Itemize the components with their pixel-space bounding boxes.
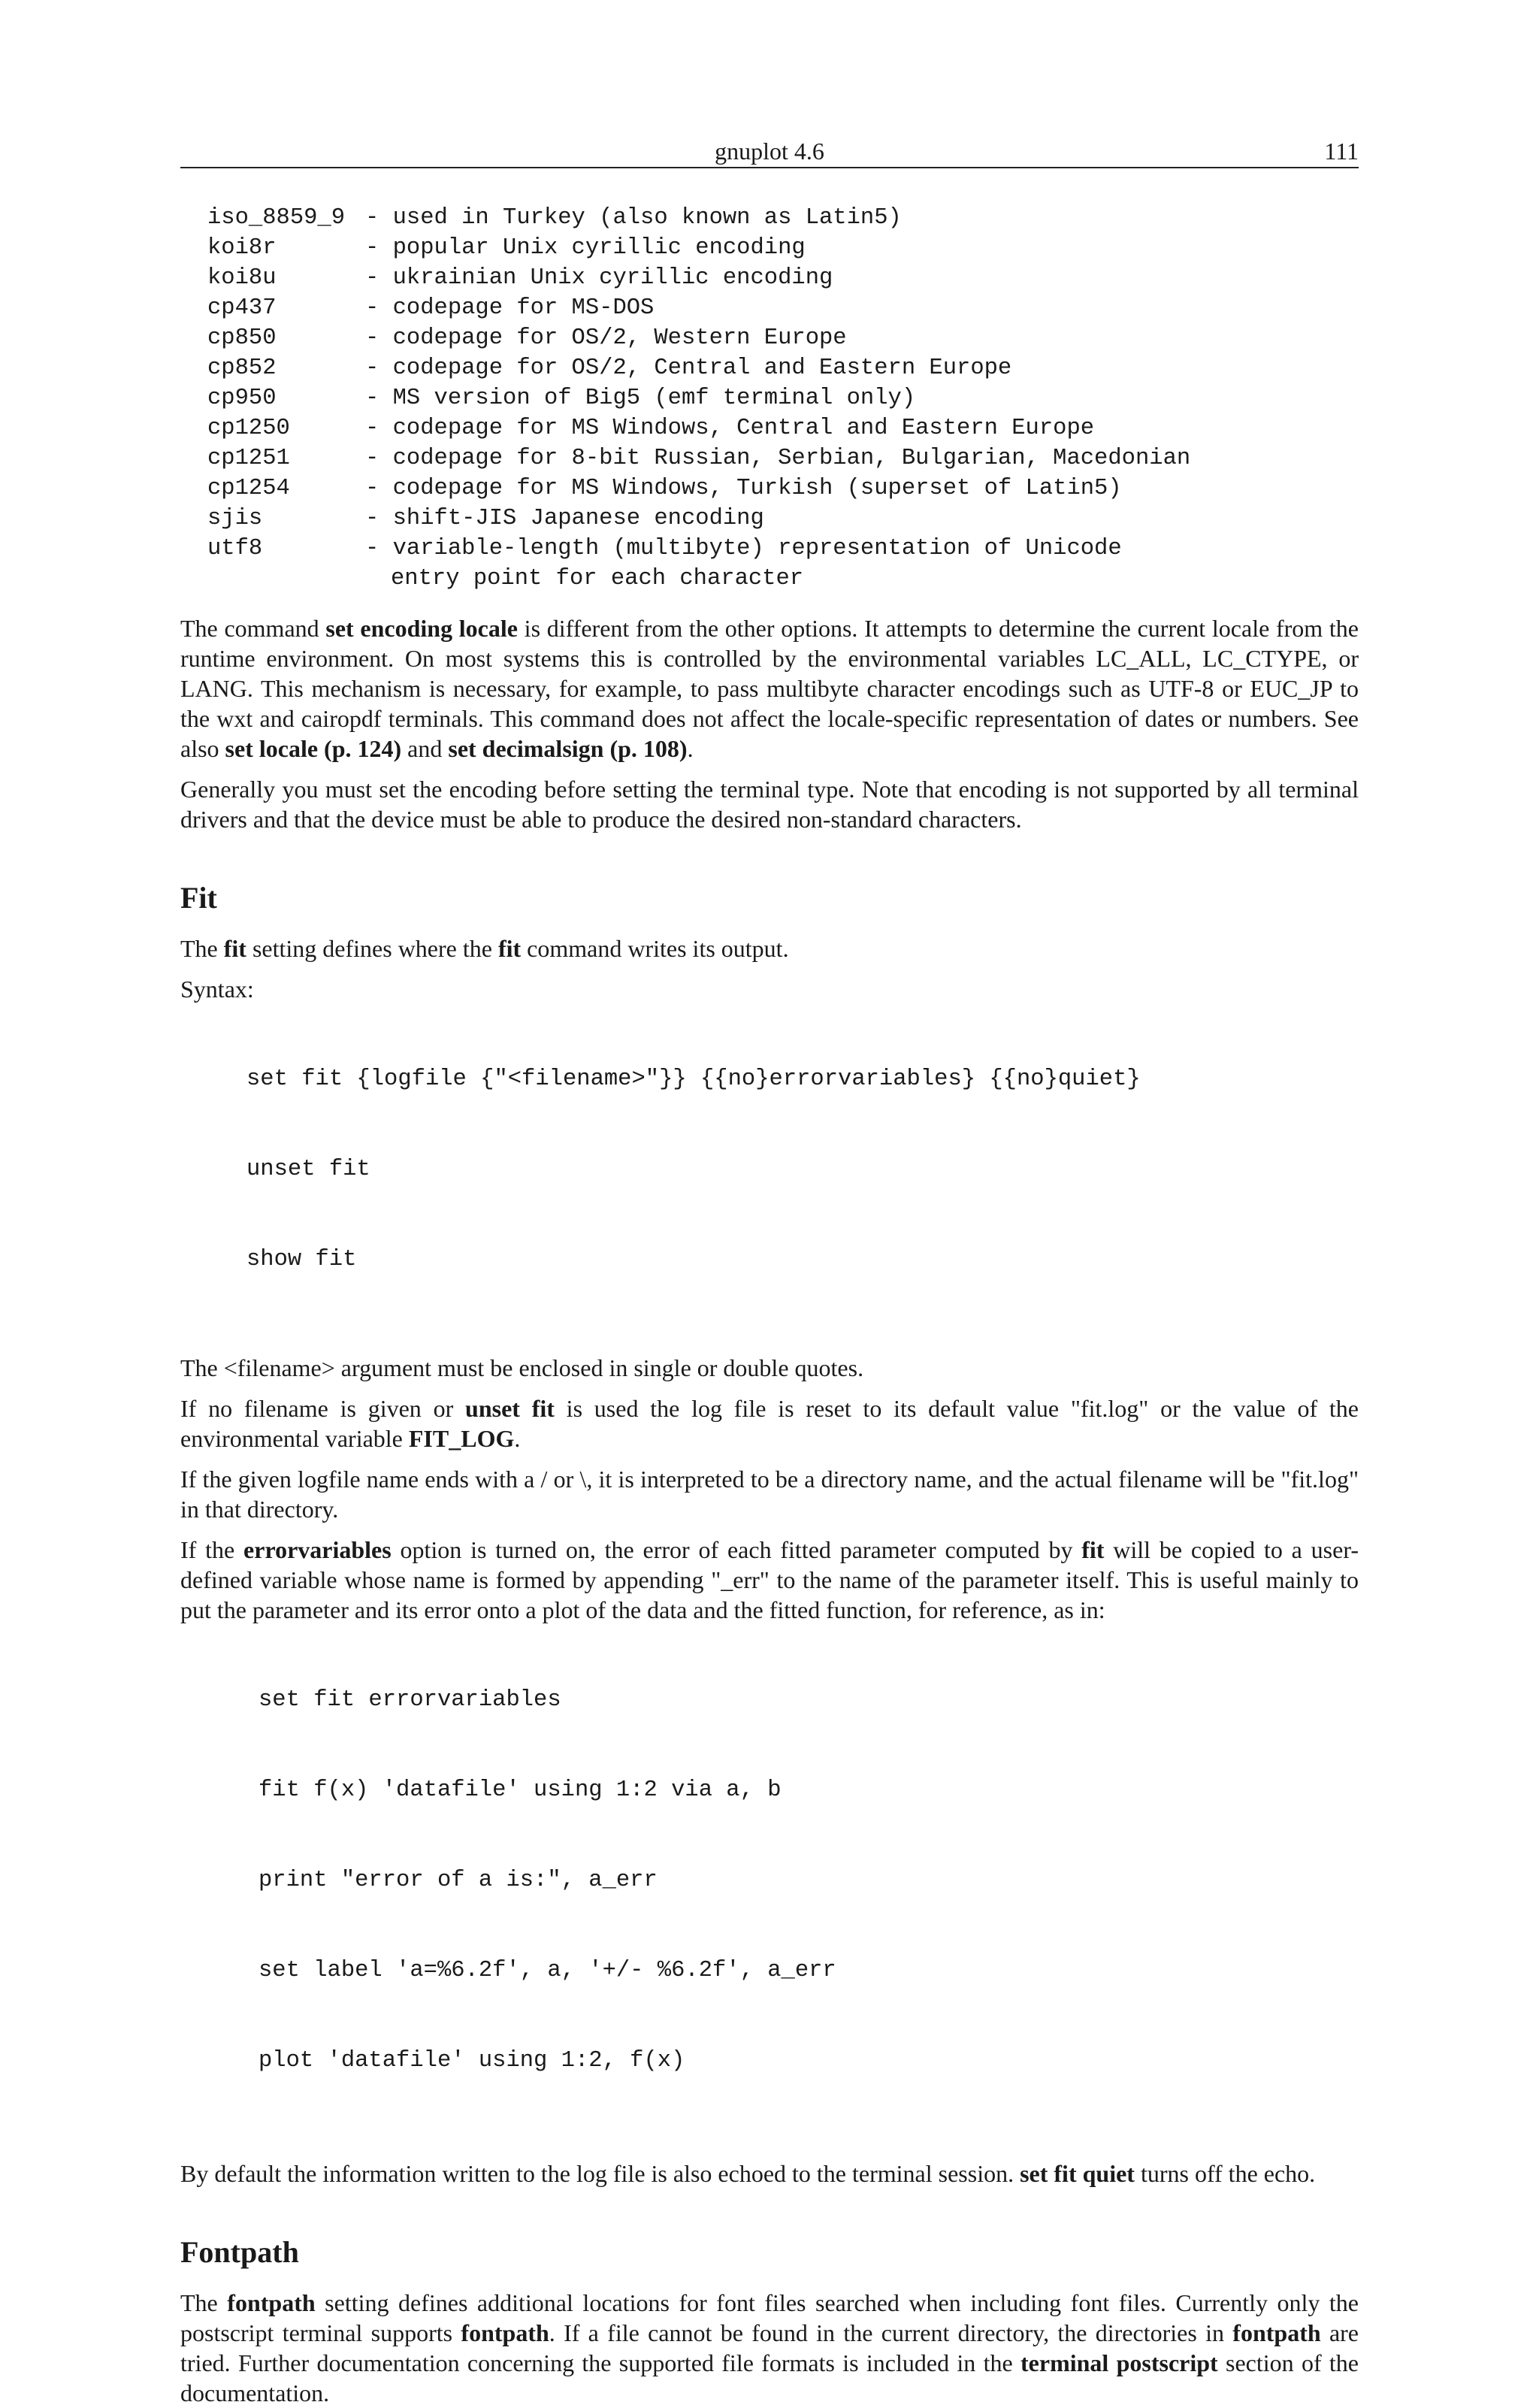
text-run: . <box>514 1425 521 1452</box>
code-line: print "error of a is:", a_err <box>259 1868 658 1893</box>
errorvariables-paragraph <box>180 1535 1359 1625</box>
code-line: show fit <box>246 1247 357 1272</box>
encoding-desc: - codepage for OS/2, Western Europe <box>365 325 847 351</box>
encoding-desc: - used in Turkey (also known as Latin5) <box>365 205 902 231</box>
encoding-name: utf8 <box>207 536 263 561</box>
encoding-row <box>207 353 1359 383</box>
encoding-desc: - ukrainian Unix cyrillic encoding <box>365 265 833 291</box>
text-run: If no filename is given or <box>180 1395 466 1422</box>
code-line: set fit {logfile {"<filename>"}} {{no}errorvariables} {{no}quiet} <box>246 1066 1141 1092</box>
document-page <box>180 135 1359 2408</box>
encoding-desc: - shift-JIS Japanese encoding <box>365 506 764 531</box>
text-run: command writes its output. <box>521 935 789 962</box>
directory-paragraph: If the given logfile name ends with a / or \, it is interpreted to be a directory name, and the actual filename will be "fit.log" in that directory. <box>180 1466 1359 1523</box>
text-run: are tried. Further documentation concerning the supported file formats is included in the <box>180 2319 1359 2376</box>
encoding-name: cp1251 <box>207 446 290 471</box>
command-term: set fit quiet <box>1020 2160 1135 2187</box>
text-run: The <box>180 935 224 962</box>
encoding-desc: - codepage for MS-DOS <box>365 295 655 321</box>
encoding-name: iso_8859_9 <box>207 205 346 231</box>
text-run: setting defines where the <box>246 935 498 962</box>
command-term: FIT_LOG <box>408 1425 515 1452</box>
encoding-name: koi8r <box>207 235 277 261</box>
encoding-table <box>207 203 1359 594</box>
generally-paragraph: Generally you must set the encoding before setting the terminal type. Note that encoding is not supported by all terminal drivers and that the device must be able to produce the desired non-standard characters. <box>180 776 1359 833</box>
encoding-row <box>207 383 1359 413</box>
encoding-desc: - MS version of Big5 (emf terminal only) <box>365 386 916 411</box>
page-number: 111 <box>1324 138 1359 165</box>
encoding-row <box>207 233 1359 263</box>
section-heading-fontpath: Fontpath <box>180 2235 299 2269</box>
text-run: section of the documentation. <box>180 2349 1359 2406</box>
quiet-paragraph <box>180 2158 1359 2189</box>
encoding-desc-continuation: entry point for each character <box>391 566 804 591</box>
fit-intro-paragraph <box>180 933 1359 964</box>
encoding-row <box>207 293 1359 323</box>
command-term: unset fit <box>465 1395 555 1422</box>
command-term: fit <box>497 935 522 962</box>
encoding-name: koi8u <box>207 265 277 291</box>
cross-reference: set locale (p. 124) <box>225 735 402 762</box>
syntax-code-block <box>246 1004 1359 1335</box>
encoding-desc: - variable-length (multibyte) representation of Unicode <box>365 536 1122 561</box>
code-line: fit f(x) 'datafile' using 1:2 via a, b <box>259 1777 782 1803</box>
text-run: is used the log file is reset to its default value "fit.log" or the value of the environmental variable <box>180 1395 1359 1452</box>
text-run: . <box>687 735 694 762</box>
text-run: and <box>401 735 449 762</box>
encoding-row <box>207 534 1359 564</box>
text-run: setting defines additional locations for font files searched when including font files. Currently only the postscript terminal supports <box>180 2289 1359 2346</box>
encoding-name: cp437 <box>207 295 277 321</box>
text-run: The <box>180 2289 228 2316</box>
encoding-name: cp850 <box>207 325 277 351</box>
encoding-row <box>207 413 1359 443</box>
encoding-name: sjis <box>207 506 263 531</box>
encoding-row <box>207 323 1359 353</box>
encoding-row <box>207 443 1359 473</box>
command-term: fit <box>1081 1536 1105 1563</box>
text-run: is different from the other options. It attempts to determine the current locale from the runtime environment. On most systems this is controlled by the environmental variables LC_ALL, LC_CTYPE, or LANG. This mechanism is necessary, for example, to pass multibyte character encodings such as UTF-8 or EUC_JP to the wxt and cairopdf terminals. This command does not affect the locale-specific representation of dates or numbers. See also <box>180 615 1359 762</box>
code-line: set label 'a=%6.2f', a, '+/- %6.2f', a_err <box>259 1958 836 1983</box>
example-code-block <box>259 1625 1359 2136</box>
encoding-row <box>207 203 1359 233</box>
fontpath-paragraph <box>180 2288 1359 2408</box>
locale-paragraph <box>180 613 1359 764</box>
section-heading-fit: Fit <box>180 881 217 915</box>
text-run: will be copied to a user-defined variable whose name is formed by appending "_err" to the name of the parameter itself. This is useful mainly to put the parameter and its error onto a plot of the data and the fitted function, for reference, as in: <box>180 1536 1359 1623</box>
encoding-name: cp1254 <box>207 476 290 501</box>
text-run: turns off the echo. <box>1134 2160 1316 2187</box>
running-header <box>180 135 1359 168</box>
header-title: gnuplot 4.6 <box>715 138 824 165</box>
cross-reference: set decimalsign (p. 108) <box>448 735 688 762</box>
text-run: . If a file cannot be found in the current directory, the directories in <box>549 2319 1233 2346</box>
encoding-row <box>207 504 1359 534</box>
encoding-desc: - codepage for OS/2, Central and Eastern Europe <box>365 355 1012 381</box>
encoding-desc: - codepage for 8-bit Russian, Serbian, Bulgarian, Macedonian <box>365 446 1191 471</box>
encoding-row <box>207 473 1359 504</box>
nofile-paragraph <box>180 1393 1359 1454</box>
encoding-row <box>207 263 1359 293</box>
command-term: fontpath <box>461 2319 549 2346</box>
encoding-desc: - popular Unix cyrillic encoding <box>365 235 806 261</box>
code-line: unset fit <box>246 1157 370 1182</box>
code-line: plot 'datafile' using 1:2, f(x) <box>259 2048 685 2074</box>
text-run: By default the information written to the log file is also echoed to the terminal session. <box>180 2160 1020 2187</box>
encoding-name: cp950 <box>207 386 277 411</box>
syntax-label: Syntax: <box>180 976 254 1003</box>
command-term: errorvariables <box>243 1536 392 1563</box>
encoding-name: cp852 <box>207 355 277 381</box>
text-run: The command <box>180 615 326 642</box>
command-term: fontpath <box>227 2289 316 2316</box>
command-term: fit <box>223 935 246 962</box>
encoding-name: cp1250 <box>207 416 290 441</box>
command-term: terminal postscript <box>1020 2349 1218 2376</box>
text-run: option is turned on, the error of each fitted parameter computed by <box>391 1536 1082 1563</box>
filename-paragraph: The <filename> argument must be enclosed in single or double quotes. <box>180 1354 864 1381</box>
command-term: set encoding locale <box>325 615 518 642</box>
command-term: fontpath <box>1232 2319 1321 2346</box>
code-line: set fit errorvariables <box>259 1687 561 1713</box>
encoding-desc: - codepage for MS Windows, Turkish (superset of Latin5) <box>365 476 1122 501</box>
encoding-desc: - codepage for MS Windows, Central and Eastern Europe <box>365 416 1095 441</box>
text-run: If the <box>180 1536 244 1563</box>
